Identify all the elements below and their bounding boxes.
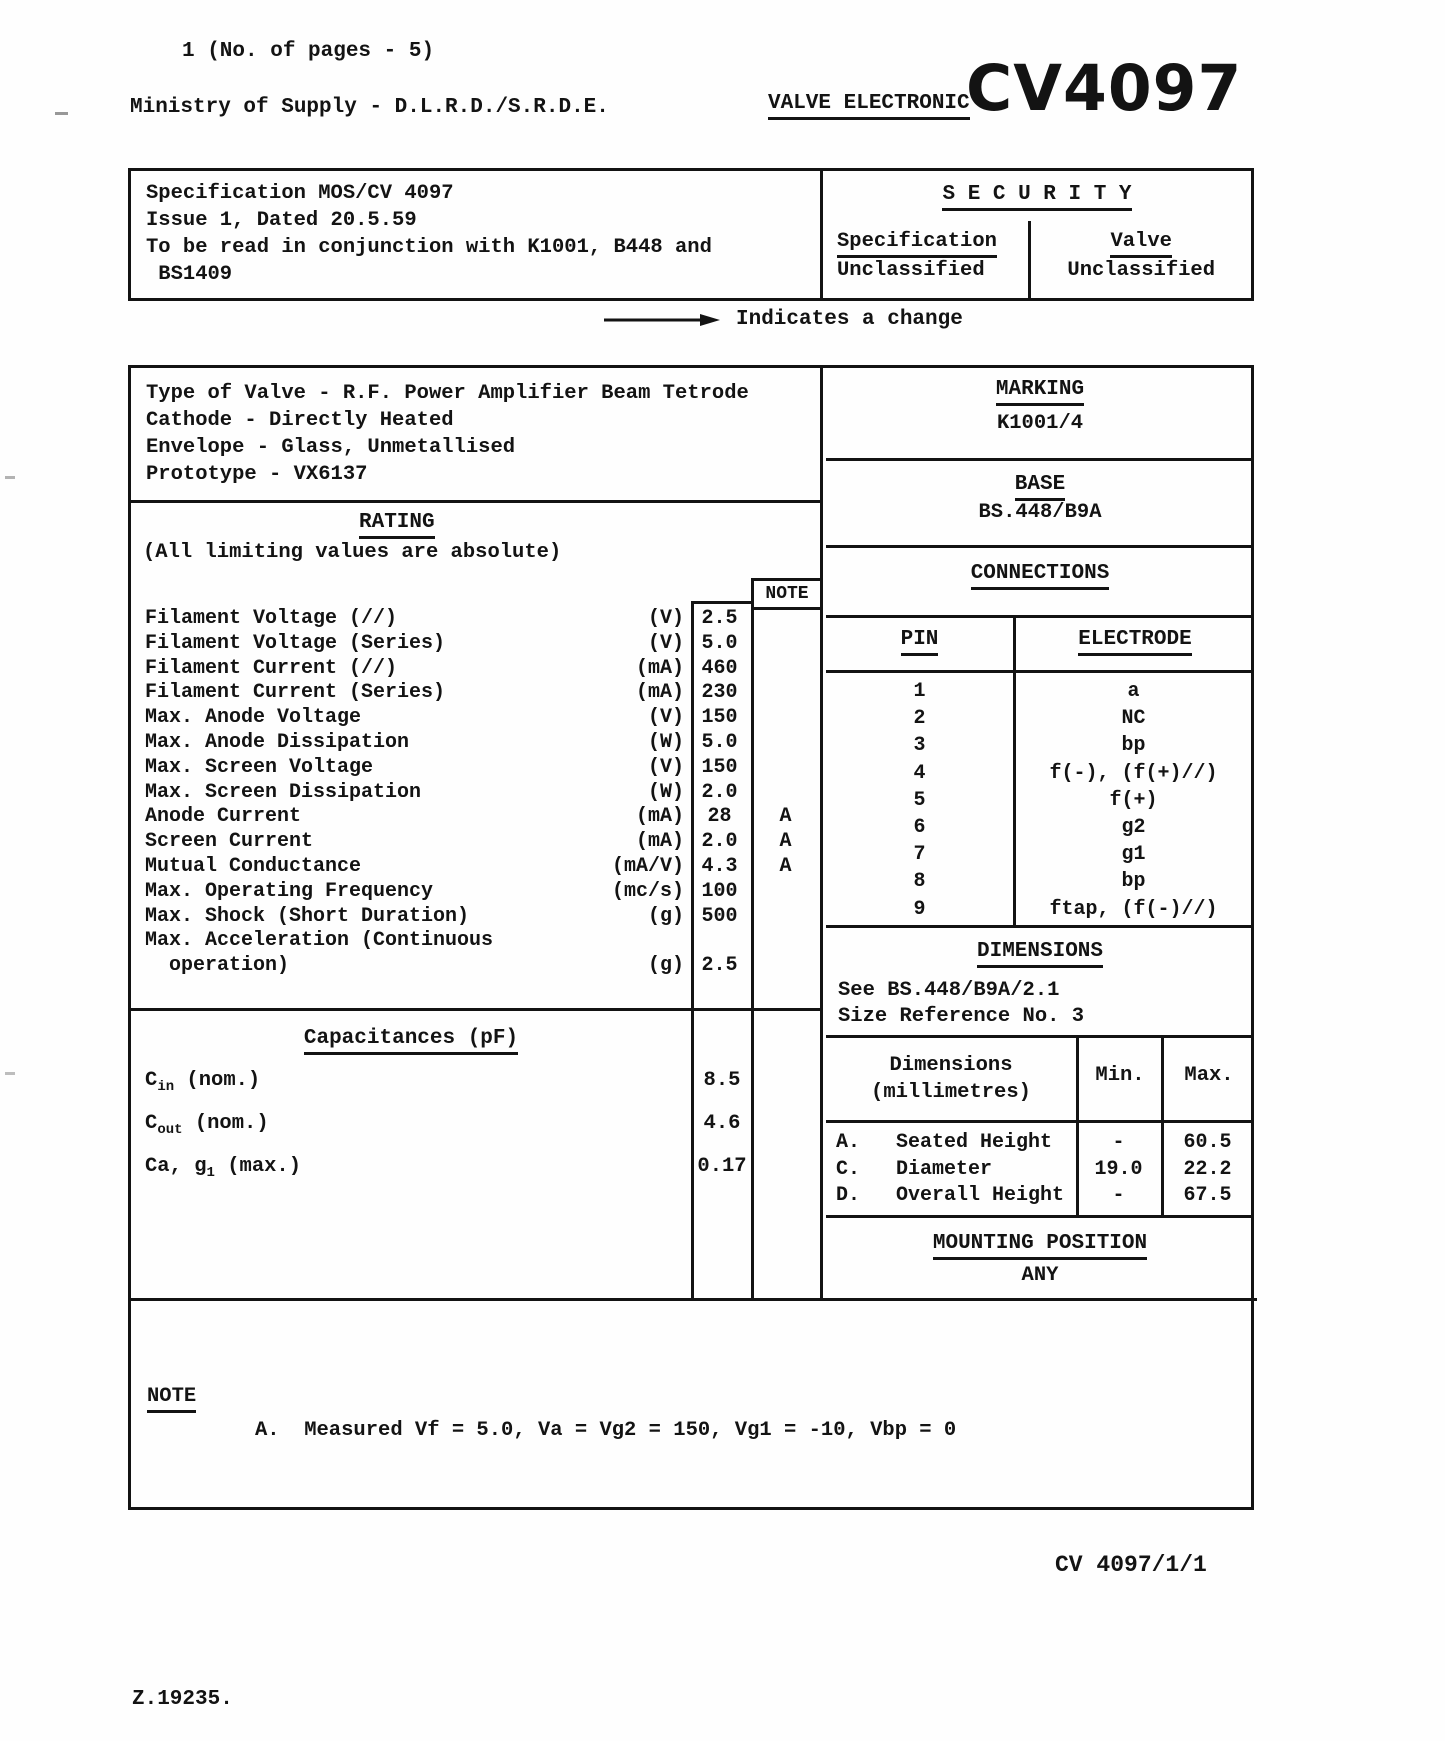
valve-electronic-label: VALVE ELECTRONIC xyxy=(768,92,970,120)
dimensions-box: DIMENSIONS See BS.448/B9A/2.1 Size Reference No. 3 xyxy=(826,928,1254,1038)
rating-row: Filament Current (//) (mA) 460 xyxy=(145,656,738,680)
page-count-note: 1 (No. of pages - 5) xyxy=(182,40,435,63)
pin-row: 8 bp xyxy=(913,870,1146,894)
capacitance-value: 0.17 xyxy=(697,1155,747,1178)
rating-section xyxy=(131,503,820,1011)
security-specification-cell: Specification Unclassified xyxy=(837,230,997,282)
capacitances-section xyxy=(131,1011,820,1298)
change-indicator-label: Indicates a change xyxy=(736,308,963,331)
pin-row: 3 bp xyxy=(913,734,1146,758)
envelope-line: Envelope - Glass, Unmetallised xyxy=(146,436,516,459)
security-title: S E C U R I T Y xyxy=(823,171,1251,211)
main-table xyxy=(128,365,1254,1510)
dim-table-rows xyxy=(826,1130,1254,1210)
pin-table-header: PIN ELECTRODE xyxy=(826,618,1254,673)
pin-table xyxy=(826,618,1254,928)
change-arrow-icon xyxy=(604,313,722,327)
note-section xyxy=(131,1298,1257,1513)
spec-line: BS1409 xyxy=(146,263,233,286)
mounting-box: MOUNTING POSITION ANY xyxy=(826,1218,1254,1298)
rating-row: Max. Screen Voltage (V) 150 xyxy=(145,755,738,779)
value-column-right-rule xyxy=(751,578,754,1298)
rating-title: RATING xyxy=(359,511,435,539)
capacitance-value: 4.6 xyxy=(703,1112,741,1135)
pin-row: 6 g2 xyxy=(913,815,1146,839)
dimensions-table xyxy=(826,1038,1254,1218)
rating-row: Max. Operating Frequency (mc/s) 100 xyxy=(145,879,738,903)
rating-row: Anode Current (mA) 28 A xyxy=(145,805,792,829)
value-column-left-rule xyxy=(691,604,694,1298)
pin-row: 1 a xyxy=(913,680,1140,703)
base-box: BASE BS.448/B9A xyxy=(826,461,1254,548)
rating-rows xyxy=(131,607,820,979)
connections-box: CONNECTIONS xyxy=(826,548,1254,618)
rating-row: Max. Screen Dissipation (W) 2.0 xyxy=(145,780,738,804)
pin-row: 5 f(+) xyxy=(913,788,1158,812)
right-column xyxy=(826,368,1254,1298)
spec-line: To be read in conjunction with K1001, B448 and xyxy=(146,236,712,259)
left-column xyxy=(131,368,823,1298)
prototype-line: Prototype - VX6137 xyxy=(146,463,368,486)
scan-artifact xyxy=(5,476,15,479)
security-columns xyxy=(823,221,1251,298)
dim-row: C. Diameter 19.0 22.2 xyxy=(836,1157,1232,1181)
spec-security-box xyxy=(128,168,1254,301)
rating-row: Max. Acceleration (Continuous xyxy=(145,929,494,953)
pin-row: 7 g1 xyxy=(913,843,1146,867)
rating-row: Max. Shock (Short Duration) (g) 500 xyxy=(145,904,738,928)
rating-row: Max. Anode Voltage (V) 150 xyxy=(145,706,738,730)
valve-type-line: Type of Valve - R.F. Power Amplifier Beam Tetrode xyxy=(146,382,749,405)
dimensions-ref: See BS.448/B9A/2.1 Size Reference No. 3 xyxy=(838,979,1085,1029)
scan-artifact xyxy=(55,112,68,115)
security-block xyxy=(823,171,1251,298)
note-column-header: NOTE xyxy=(751,578,823,610)
base-value: BS.448/B9A xyxy=(978,501,1102,525)
capacitance-row: Ca, $g_1$ (max.) xyxy=(145,1155,302,1181)
marking-value: K1001/4 xyxy=(996,412,1084,436)
dim-row: A. Seated Height - 60.5 xyxy=(836,1131,1232,1154)
serial-number: Z.19235. xyxy=(132,1688,233,1711)
change-indicator xyxy=(604,308,963,331)
mounting-value: ANY xyxy=(1021,1264,1059,1288)
ministry-line: Ministry of Supply - D.L.R.D./S.R.D.E. xyxy=(130,96,609,119)
dim-row: D. Overall Height - 67.5 xyxy=(836,1184,1232,1207)
capacitance-value: 8.5 xyxy=(703,1069,741,1092)
note-title: NOTE xyxy=(147,1385,196,1413)
cathode-line: Cathode - Directly Heated xyxy=(146,409,454,432)
rating-row: Screen Current (mA) 2.0 A xyxy=(145,830,792,854)
valve-description xyxy=(131,368,820,503)
rating-row: Filament Voltage (Series) (V) 5.0 xyxy=(145,631,738,655)
note-text: A. Measured Vf = 5.0, Va = Vg2 = 150, Vg1 = -10, Vbp = 0 xyxy=(255,1419,957,1442)
valve-code: CV4097 xyxy=(966,52,1243,125)
rating-subtitle: (All limiting values are absolute) xyxy=(143,541,562,564)
rating-row: Filament Voltage (//) (V) 2.5 xyxy=(145,607,738,630)
security-valve-cell: Valve Unclassified xyxy=(1028,221,1251,298)
rating-row: Filament Current (Series) (mA) 230 xyxy=(145,681,738,705)
rating-row: Max. Anode Dissipation (W) 5.0 xyxy=(145,730,738,754)
pin-rows xyxy=(826,678,1254,923)
pin-row: 4 f(-), (f(+)//) xyxy=(913,761,1218,785)
scan-artifact xyxy=(5,1072,15,1075)
pin-row: 2 NC xyxy=(913,707,1146,731)
specification-block xyxy=(131,171,823,298)
spec-line: Issue 1, Dated 20.5.59 xyxy=(146,209,417,232)
spec-line: Specification MOS/CV 4097 xyxy=(146,182,454,205)
value-column-top-rule xyxy=(691,601,754,604)
dim-table-header: Dimensions (millimetres) Min. Max. xyxy=(826,1038,1254,1123)
pin-row: 9 ftap, (f(-)//) xyxy=(913,897,1218,921)
capacitances-title: Capacitances (pF) xyxy=(131,1027,691,1055)
rating-row: operation) (g) 2.5 xyxy=(145,954,738,978)
capacitance-row: $C_{in}$ (nom.) xyxy=(145,1069,261,1095)
marking-box: MARKING K1001/4 xyxy=(826,368,1254,461)
capacitance-row: $C_{out}$ (nom.) xyxy=(145,1112,269,1138)
rating-row: Mutual Conductance (mA/V) 4.3 A xyxy=(145,854,792,878)
document-reference: CV 4097/1/1 xyxy=(1055,1552,1207,1578)
